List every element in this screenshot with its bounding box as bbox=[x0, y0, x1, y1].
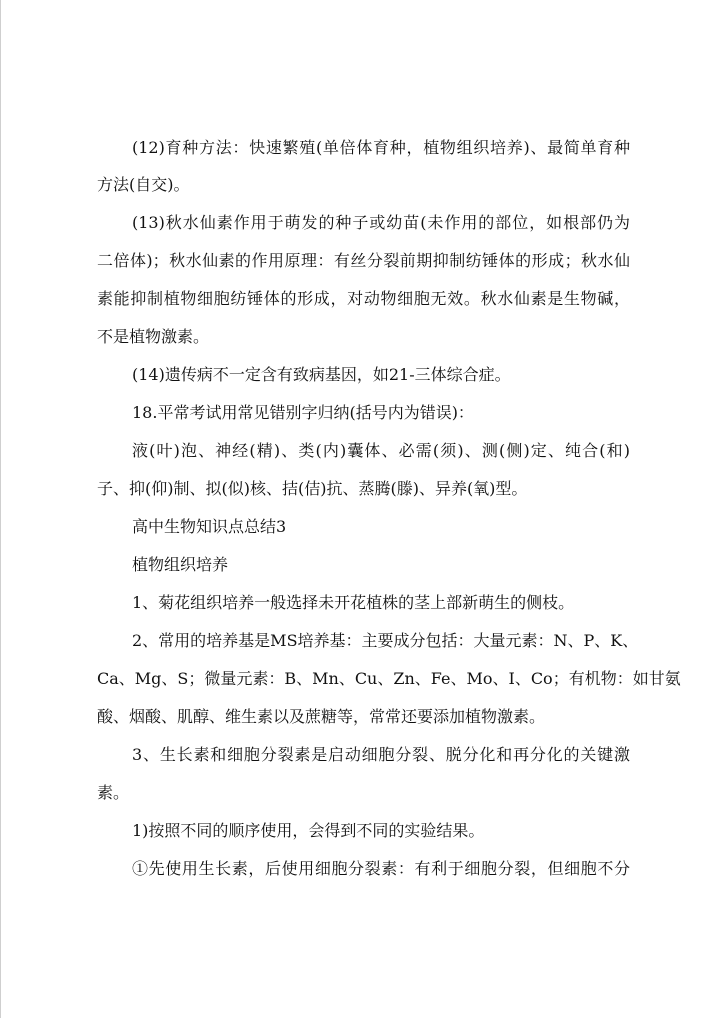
subsection-heading: 植物组织培养 bbox=[132, 555, 229, 574]
text-line: 1)按照不同的顺序使用，会得到不同的实验结果。 bbox=[132, 821, 485, 840]
text-line: 酸、烟酸、肌醇、维生素以及蔗糖等，常常还要添加植物激素。 bbox=[97, 707, 546, 726]
text-line: (12)育种方法：快速繁殖(单倍体育种，植物组织培养)、最简单育种 bbox=[132, 138, 630, 157]
text-line: 素。 bbox=[97, 783, 130, 802]
text-line: (13)秋水仙素作用于萌发的种子或幼苗(未作用的部位，如根部仍为 bbox=[132, 213, 630, 232]
text-line: (14)遗传病不一定含有致病基因，如21-三体综合症。 bbox=[132, 365, 511, 384]
text-line: 液(叶)泡、神经(精)、类(内)囊体、必需(须)、测(侧)定、纯合(和) bbox=[132, 441, 630, 460]
text-line: ①先使用生长素，后使用细胞分裂素：有利于细胞分裂，但细胞不分 bbox=[132, 859, 630, 878]
text-line: 方法(自交)。 bbox=[97, 175, 190, 194]
text-line: 子、抑(仰)制、拟(似)核、拮(佶)抗、蒸腾(滕)、异养(氧)型。 bbox=[97, 479, 528, 498]
text-line: 18.平常考试用常见错别字归纳(括号内为错误)： bbox=[132, 403, 474, 422]
text-line: 素能抑制植物细胞纺锤体的形成，对动物细胞无效。秋水仙素是生物碱， bbox=[97, 289, 630, 308]
section-heading: 高中生物知识点总结3 bbox=[132, 517, 287, 536]
text-line: 不是植物激素。 bbox=[97, 327, 210, 346]
text-line: Ca、Mg、S；微量元素：B、Mn、Cu、Zn、Fe、Mo、I、Co；有机物：如甘氨 bbox=[97, 669, 681, 688]
text-line: 3、生长素和细胞分裂素是启动细胞分裂、脱分化和再分化的关键激 bbox=[132, 745, 630, 764]
text-line: 1、菊花组织培养一般选择未开花植株的茎上部新萌生的侧枝。 bbox=[132, 593, 575, 612]
page-left-border bbox=[0, 0, 1, 1018]
text-line: 二倍体)；秋水仙素的作用原理：有丝分裂前期抑制纺锤体的形成；秋水仙 bbox=[97, 251, 630, 270]
text-line: 2、常用的培养基是MS培养基：主要成分包括：大量元素：N、P、K、 bbox=[132, 631, 639, 650]
